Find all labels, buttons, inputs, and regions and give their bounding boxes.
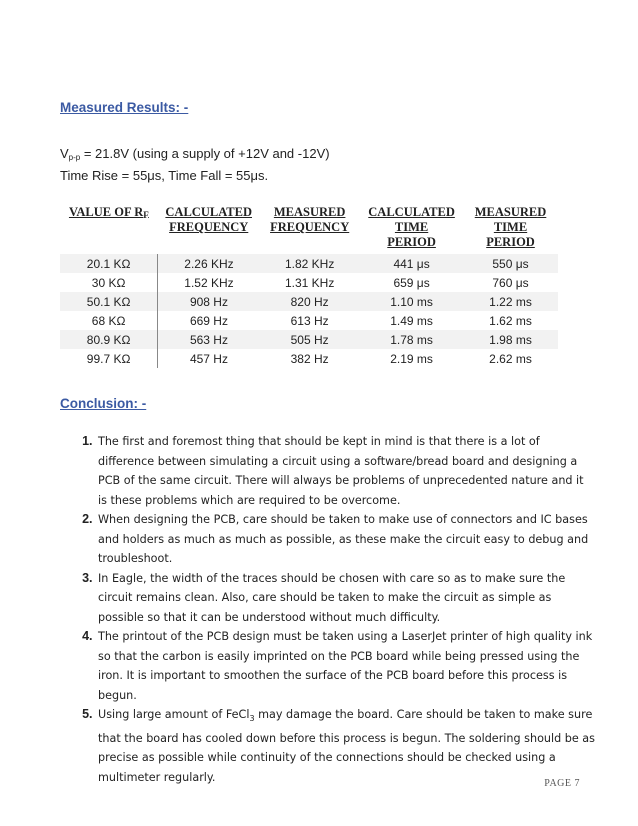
cell-measured-period: 760 μs (492, 275, 529, 290)
page-number: PAGE 7 (544, 778, 580, 789)
cell-measured-frequency: 1.82 KHz (260, 254, 360, 273)
table-row (60, 349, 558, 368)
table-header-row (60, 205, 558, 254)
cell-calculated-period: 1.10 ms (360, 292, 464, 311)
cell-measured-frequency: 820 Hz (260, 292, 360, 311)
vpp-line (60, 146, 330, 162)
cell-calculated-period: 659 μs (393, 275, 430, 290)
cell-rf: 20.1 KΩ (60, 254, 158, 273)
cell-calculated-period: 1.49 ms (390, 313, 433, 328)
header-measured-frequency: MEASURED FREQUENCY (270, 205, 350, 234)
list-item: 5. Using large amount of FeCl$_3$ may damage the board. Care should be taken to make sure that the board has cooled down before this process is begun. The soldering should be as precise as possible while continuity of the connections should be checked using a multimeter regularly. (96, 705, 596, 787)
cell-measured-period: 550 μs (464, 254, 558, 273)
cell-measured-period: 2.62 ms (489, 351, 532, 366)
cell-rf: 80.9 KΩ (60, 330, 158, 349)
cell-measured-frequency: 613 Hz (290, 313, 329, 328)
vpp-text: = 21.8V (using a supply of +12V and -12V) (80, 146, 330, 161)
cell-measured-period: 1.22 ms (464, 292, 558, 311)
list-item: 4. The printout of the PCB design must be taken using a LaserJet printer of high quality ink so that the carbon is easily imprinted on the PCB board while being pressed using the iron. It is important to smoothen the surface of the PCB board before this process is begun. (96, 627, 596, 705)
time-rise-fall-line: Time Rise = 55μs, Time Fall = 55μs. (60, 168, 269, 183)
header-rf: VALUE OF $R_F$ (68, 205, 149, 220)
conclusion-heading: Conclusion: - (60, 396, 147, 411)
cell-calculated-frequency: 563 Hz (158, 330, 260, 349)
cell-measured-period: 1.62 ms (489, 313, 532, 328)
table-row (60, 273, 558, 292)
cell-measured-frequency: 505 Hz (260, 330, 360, 349)
cell-rf: 99.7 KΩ (60, 349, 158, 368)
table-row (60, 330, 558, 349)
cell-measured-frequency: 1.31 KHz (284, 275, 335, 290)
vpp-symbol: V (60, 146, 69, 161)
results-table (60, 205, 558, 368)
cell-rf: 50.1 KΩ (60, 292, 158, 311)
cell-calculated-frequency: 2.26 KHz (158, 254, 260, 273)
cell-calculated-period: 441 μs (360, 254, 464, 273)
conclusion-list (60, 432, 596, 787)
measured-results-heading: Measured Results: - (60, 100, 189, 115)
cell-calculated-frequency: 908 Hz (158, 292, 260, 311)
list-item: 3. In Eagle, the width of the traces should be chosen with care so as to make sure the circuit remains clean. Also, care should be taken to make the circuit as simple as possible so that it can be understood without much difficulty. (96, 569, 596, 628)
table-row (60, 311, 558, 330)
cell-calculated-frequency: 457 Hz (189, 351, 228, 366)
cell-calculated-frequency: 1.52 KHz (184, 275, 234, 290)
header-calculated-frequency: CALCULATED FREQUENCY (165, 205, 252, 234)
list-item: 2. When designing the PCB, care should be taken to make use of connectors and IC bases and holders as much as much as possible, as these make the circuit easy to debug and troubleshoot. (96, 510, 596, 569)
vpp-subscript: p-p (68, 153, 81, 162)
cell-measured-frequency: 382 Hz (290, 351, 329, 366)
cell-rf: 68 KΩ (60, 311, 158, 330)
cell-calculated-period: 2.19 ms (390, 351, 433, 366)
table-row (60, 254, 558, 273)
cell-rf: 30 KΩ (60, 273, 158, 292)
header-measured-time-period: MEASURED TIME PERIOD (474, 205, 547, 249)
cell-measured-period: 1.98 ms (464, 330, 558, 349)
header-calculated-time-period: CALCULATED TIME PERIOD (368, 205, 455, 249)
list-item: 1. The first and foremost thing that should be kept in mind is that there is a lot of difference between simulating a circuit using a software/bread board and designing a PCB of the same circuit. There will always be problems of unprecedented nature and it is these problems which are required to be overcome. (96, 432, 596, 510)
table-row (60, 292, 558, 311)
cell-calculated-frequency: 669 Hz (189, 313, 228, 328)
cell-calculated-period: 1.78 ms (360, 330, 464, 349)
